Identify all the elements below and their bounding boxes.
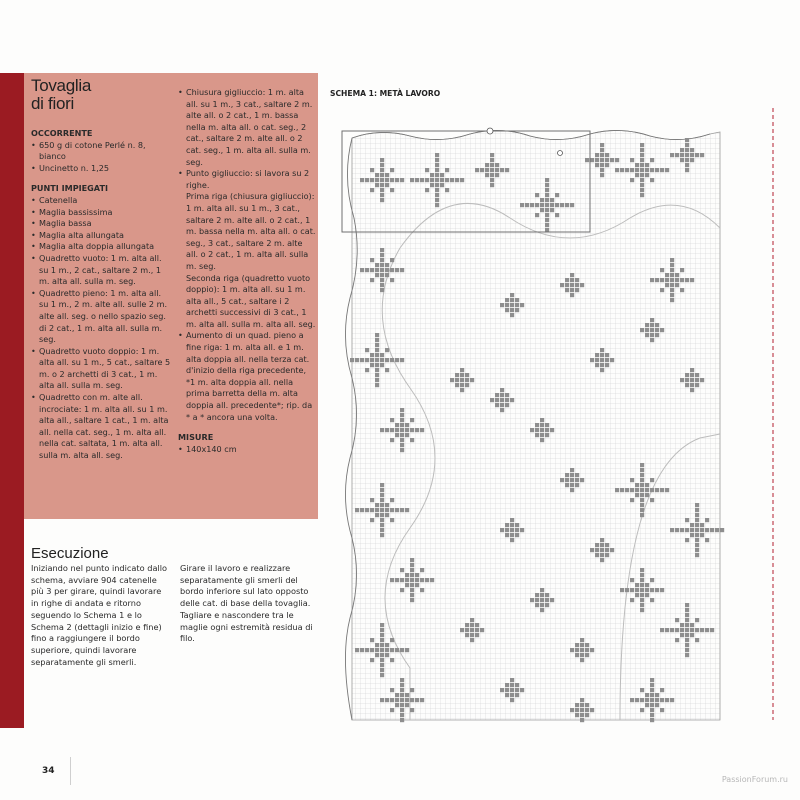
list-item: • Maglia bassa [31,218,171,230]
title-line-2: di fiori [31,94,74,113]
list-item: • Maglia alta doppia allungata [31,241,171,253]
esecuzione-paragraph-2: Girare il lavoro e realizzare separatamente gli smerli del bordo inferiore sul lato opposto delle cat. di base della tovaglia. Tagliare e nascondere tra le maglie ogni estremità residua di filo. [180,563,313,644]
occorrente-list [31,140,171,175]
misure-list [178,444,316,456]
gigliuccio-row-1: Prima riga (chiusura gigliuccio): 1 m. alta all. su 1 m., 3 cat., saltare 2 m. alte all. o 2 cat., 1 m. bassa nella m. alta all. o cat. seg., 3 cat., saltare 2 m. alte all. o 2 cat., 1 m. alta all. sulla m. seg. [186,191,316,271]
gigliuccio-intro: • Punto gigliuccio: si lavora su 2 righe. [186,168,310,190]
watermark: PassionForum.ru [721,775,788,784]
list-item: • Quadretto con m. alte all. incrociate: 1 m. alta all. su 1 m. alta all., saltare 1 cat., 1 m. alta all. nella cat. seg., 1 m. alta all. nella cat. saltata, 1 m. alta all. sulla m. alta all. seg. [31,392,171,462]
materials-column-1 [31,128,171,462]
list-item: • Maglia alta allungata [31,230,171,242]
list-item: • Quadretto vuoto doppio: 1 m. alta all. su 1 m., 5 cat., saltare 5 m. o 2 archetti di 3 cat., 1 m. alta all. sulla m. seg. [31,346,171,392]
list-item: • Quadretto vuoto: 1 m. alta all. su 1 m., 2 cat., saltare 2 m., 1 m. alta all. sulla m. seg. [31,253,171,288]
page-number-divider [70,757,71,785]
punti-heading: PUNTI IMPIEGATI [31,183,108,194]
page-number: 34 [42,766,55,776]
esecuzione-heading: Esecuzione [31,545,109,562]
page-edge-bar [0,73,24,728]
start-marker [558,151,563,156]
list-item: • Uncinetto n. 1,25 [31,163,171,175]
list-item [178,168,316,330]
start-marker [487,128,493,134]
misure-heading: MISURE [178,432,214,443]
crochet-chart [340,108,780,728]
list-item: • Maglia bassissima [31,207,171,219]
list-item: • Chiusura gigliuccio: 1 m. alta all. su 1 m., 3 cat., saltare 2 m. alte all. o 2 cat., 1 m. bassa nella m. alta all. o cat. seg., 2 cat., saltare 2 m. alte all. o 2 cat. seg., 1 m. alta all. sulla m. seg. [178,87,316,168]
schema-title: SCHEMA 1: METÀ LAVORO [330,89,441,98]
list-item: • 140x140 cm [178,444,316,456]
punti-list [31,195,171,462]
punti-list-continued [178,87,316,423]
title-line-1: Tovaglia [31,76,91,95]
list-item: • 650 g di cotone Perlé n. 8, bianco [31,140,171,163]
gigliuccio-row-2: Seconda riga (quadretto vuoto doppio): 1 m. alta all. su 1 m. alta all., 5 cat., saltare i 2 archetti successivi di 3 cat., 1 m. alta all. sulla m. alta all. seg. [186,272,316,329]
list-item: • Quadretto pieno: 1 m. alta all. su 1 m., 2 m. alte all. sulle 2 m. alte all. seg. o nello spazio seg. di 2 cat., 1 m. alta all. sulla m. seg. [31,288,171,346]
chart-body [342,108,773,722]
occorrente-heading: OCCORRENTE [31,128,93,138]
page-title [31,77,91,113]
list-item: • Catenella [31,195,171,207]
esecuzione-paragraph-1: Iniziando nel punto indicato dallo schema, avviare 904 catenelle più 3 per girare, quindi lavorare in righe di andata e ritorno seguendo lo Schema 1 e lo Schema 2 (dettagli inizio e fine) fino a raggiungere il bordo superiore, quindi lavorare separatamente gli smerli. [31,563,168,667]
materials-column-2 [178,87,316,455]
list-item: • Aumento di un quad. pieno a fine riga: 1 m. alta all. e 1 m. alta doppia all. nella terza cat. d'inizio della riga precedente, *1 m. alta doppia all. nella prima barretta della m. alta doppia all. precedente*; rip. da * a * ancora una volta. [178,330,316,423]
